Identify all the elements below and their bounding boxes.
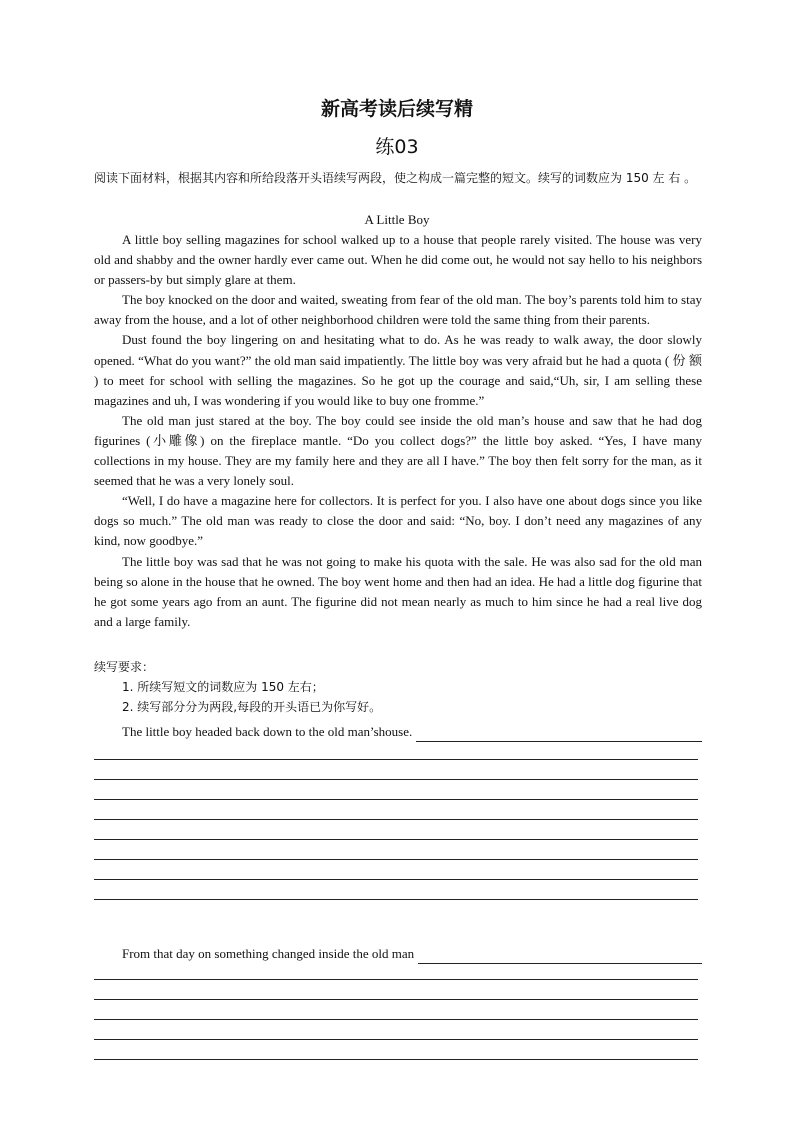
requirements: [94, 657, 702, 717]
writing-line[interactable]: [94, 1019, 698, 1020]
story-paragraph: The little boy was sad that he was not going to make his quota with the sale. He was also sad for the old man being so alone in the house that he owned. The boy went home and then had an idea. He had a little dog figurine that he got some years ago from an aunt. The figurine did not mean nearly as much to him since he had a real live dog and a large family.: [94, 553, 702, 629]
story-paragraph: A little boy selling magazines for school walked up to a house that people rarely visited. The house was very old and shabby and the owner hardly ever came out. When he did come out, he would not say hello to his neighbors or passers-by but simply glare at them.: [94, 232, 702, 288]
answer-blank[interactable]: [418, 949, 702, 964]
paragraph-1-prompt[interactable]: [122, 722, 702, 742]
writing-line[interactable]: [94, 979, 698, 980]
page-subtitle: 练03: [375, 136, 419, 158]
story-paragraph: The boy knocked on the door and waited, sweating from fear of the old man. The boy’s parents told him to stay away from the house, and a lot of other neighborhood children were told the same thing from their parents.: [94, 292, 702, 328]
story-paragraph: Dust found the boy lingering on and hesitating what to do. As he was ready to walk away, the door slowly opened. “What do you want?” the old man said impatiently. The little boy was very afraid but he had a quota ( 份 额 ) to meet for school with selling the magazines. So he got up the courage and said,“Uh, sir, I am selling these magazines and uh, I was wondering if you would like to buy one fromme.”: [94, 332, 702, 408]
paragraph-2-opening: From that day on something changed inside the old man: [122, 946, 415, 961]
writing-line[interactable]: [94, 819, 698, 820]
writing-line[interactable]: [94, 879, 698, 880]
requirement-item: 1. 所续写短文的词数应为 150 左右；: [122, 680, 324, 694]
writing-line[interactable]: [94, 759, 698, 760]
story-body: [94, 230, 702, 632]
writing-line[interactable]: [94, 779, 698, 780]
writing-line[interactable]: [94, 839, 698, 840]
writing-line[interactable]: [94, 999, 698, 1000]
instructions-text: 阅读下面材料，根据其内容和所给段落开头语续写两段，使之构成一篇完整的短文。续写的词数应为 150 左 右 。: [94, 171, 697, 185]
writing-line[interactable]: [94, 1059, 698, 1060]
story-title: A Little Boy: [364, 212, 430, 227]
story-paragraph: “Well, I do have a magazine here for collectors. It is perfect for you. I also have one about dogs since you like dogs so much.” The old man was ready to close the door and said: “No, boy. I don’t need any magazines of any kind, now goodbye.”: [94, 493, 702, 549]
writing-line[interactable]: [94, 1039, 698, 1040]
requirements-heading: 续写要求：: [94, 660, 155, 674]
paragraph-2-prompt[interactable]: [122, 944, 702, 964]
writing-line[interactable]: [94, 859, 698, 860]
paragraph-1-opening: The little boy headed back down to the old man’shouse.: [122, 724, 413, 739]
writing-line[interactable]: [94, 799, 698, 800]
requirement-item: 2. 续写部分分为两段,每段的开头语已为你写好。: [122, 700, 382, 714]
answer-blank[interactable]: [416, 727, 702, 742]
story-paragraph: The old man just stared at the boy. The boy could see inside the old man’s house and saw that he had dog figurines (小雕像) on the fireplace mantle. “Do you collect dogs?” the little boy asked. “Yes, I have many collections in my house. They are my family here and they are all I have.” The boy then felt sorry for the man, as it seemed that he was a very lonely soul.: [94, 412, 702, 489]
writing-line[interactable]: [94, 899, 698, 900]
page-title: 新高考读后续写精: [320, 98, 473, 120]
